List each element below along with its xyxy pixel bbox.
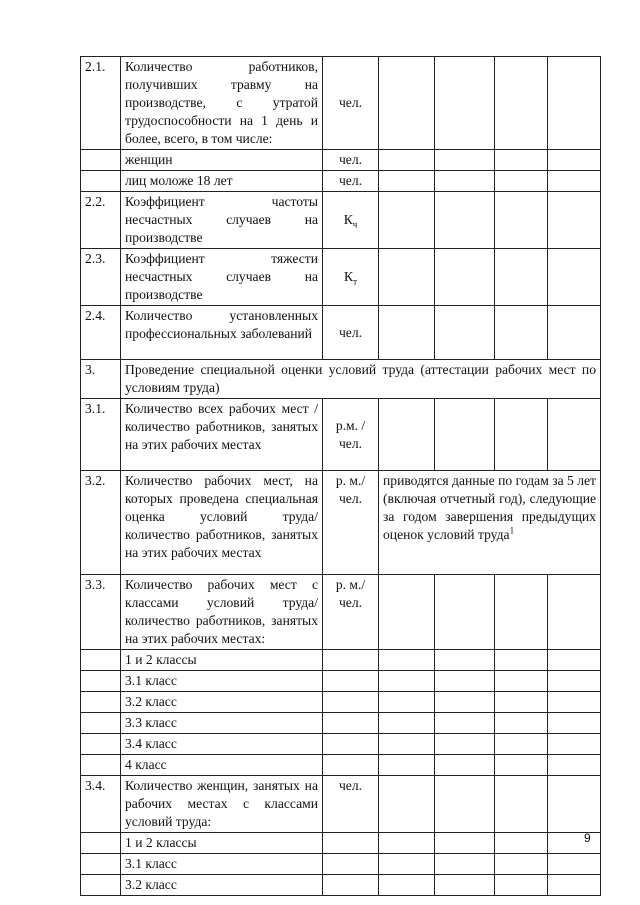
table-row: [81, 471, 601, 575]
row-number: 2.1.: [81, 57, 121, 150]
page-number: 9: [584, 831, 591, 845]
row-description: женщин: [121, 150, 323, 171]
row-unit: р. м./ чел.: [323, 471, 379, 575]
footnote-cell: приводятся данные по годам за 5 лет (включая отчетный год), следующие за годом завершения предыдущих оценок условий труда$^1$: [379, 471, 601, 575]
table-row: [81, 713, 601, 734]
row-description: 3.1 класс: [121, 854, 323, 875]
row-number: 2.3.: [81, 249, 121, 306]
table-row: [81, 192, 601, 249]
row-number: [81, 150, 121, 171]
row-description: 3.1 класс: [121, 671, 323, 692]
table-row: [81, 671, 601, 692]
row-description: 3.3 класс: [121, 713, 323, 734]
year-cell: [495, 57, 548, 150]
table-row: [81, 755, 601, 776]
row-number: 3.1.: [81, 399, 121, 471]
row-unit: чел.: [323, 306, 379, 360]
row-description: Количество работников, получивших травму на производстве, с утратой трудоспособности на 1 день и более, всего, в том числе:: [121, 57, 323, 150]
table-row: [81, 57, 601, 150]
row-number: 3.3.: [81, 575, 121, 650]
row-number: 3.4.: [81, 776, 121, 833]
row-unit: $К_ч$: [323, 192, 379, 249]
row-description: 1 и 2 классы: [121, 650, 323, 671]
row-number: 2.4.: [81, 306, 121, 360]
table-row: [81, 650, 601, 671]
row-number: [81, 171, 121, 192]
row-description: Количество всех рабочих мест / количество работников, занятых на этих рабочих местах: [121, 399, 323, 471]
row-unit: $К_т$: [323, 249, 379, 306]
table-row: [81, 249, 601, 306]
year-cell: [379, 57, 435, 150]
section-row: [81, 360, 601, 399]
indicators-table: [80, 56, 601, 896]
row-description: Коэффициент тяжести несчастных случаев на производстве: [121, 249, 323, 306]
row-description: 4 класс: [121, 755, 323, 776]
row-number: 2.2.: [81, 192, 121, 249]
row-unit: чел.: [323, 776, 379, 833]
table-row: [81, 692, 601, 713]
row-unit: чел.: [323, 57, 379, 150]
row-description: Количество рабочих мест с классами условий труда/ количество работников, занятых на этих рабочих местах:: [121, 575, 323, 650]
row-description: лиц моложе 18 лет: [121, 171, 323, 192]
table-row: [81, 399, 601, 471]
table-row: [81, 734, 601, 755]
year-cell: [435, 57, 495, 150]
row-description: Количество рабочих мест, на которых проведена специальная оценка условий труда/ количество работников, занятых на этих рабочих местах: [121, 471, 323, 575]
table-row: [81, 776, 601, 833]
row-description: 3.2 класс: [121, 692, 323, 713]
year-cell: [548, 57, 601, 150]
row-unit: р. м./ чел.: [323, 575, 379, 650]
row-description: Количество установленных профессиональных заболеваний: [121, 306, 323, 360]
table-row: [81, 171, 601, 192]
row-description: 1 и 2 классы: [121, 833, 323, 854]
table-row: [81, 150, 601, 171]
table-row: [81, 875, 601, 896]
table-row: [81, 306, 601, 360]
row-description: 3.2 класс: [121, 875, 323, 896]
row-unit: чел.: [323, 150, 379, 171]
table-row: [81, 575, 601, 650]
row-description: Коэффициент частоты несчастных случаев на производстве: [121, 192, 323, 249]
row-description: Количество женщин, занятых на рабочих местах с классами условий труда:: [121, 776, 323, 833]
row-number: 3.2.: [81, 471, 121, 575]
row-description: 3.4 класс: [121, 734, 323, 755]
row-unit: р.м. / чел.: [323, 399, 379, 471]
section-title: Проведение специальной оценки условий труда (аттестации рабочих мест по условиям труда): [121, 360, 601, 399]
table-row: [81, 854, 601, 875]
table-row: [81, 833, 601, 854]
row-number: 3.: [81, 360, 121, 399]
row-unit: чел.: [323, 171, 379, 192]
